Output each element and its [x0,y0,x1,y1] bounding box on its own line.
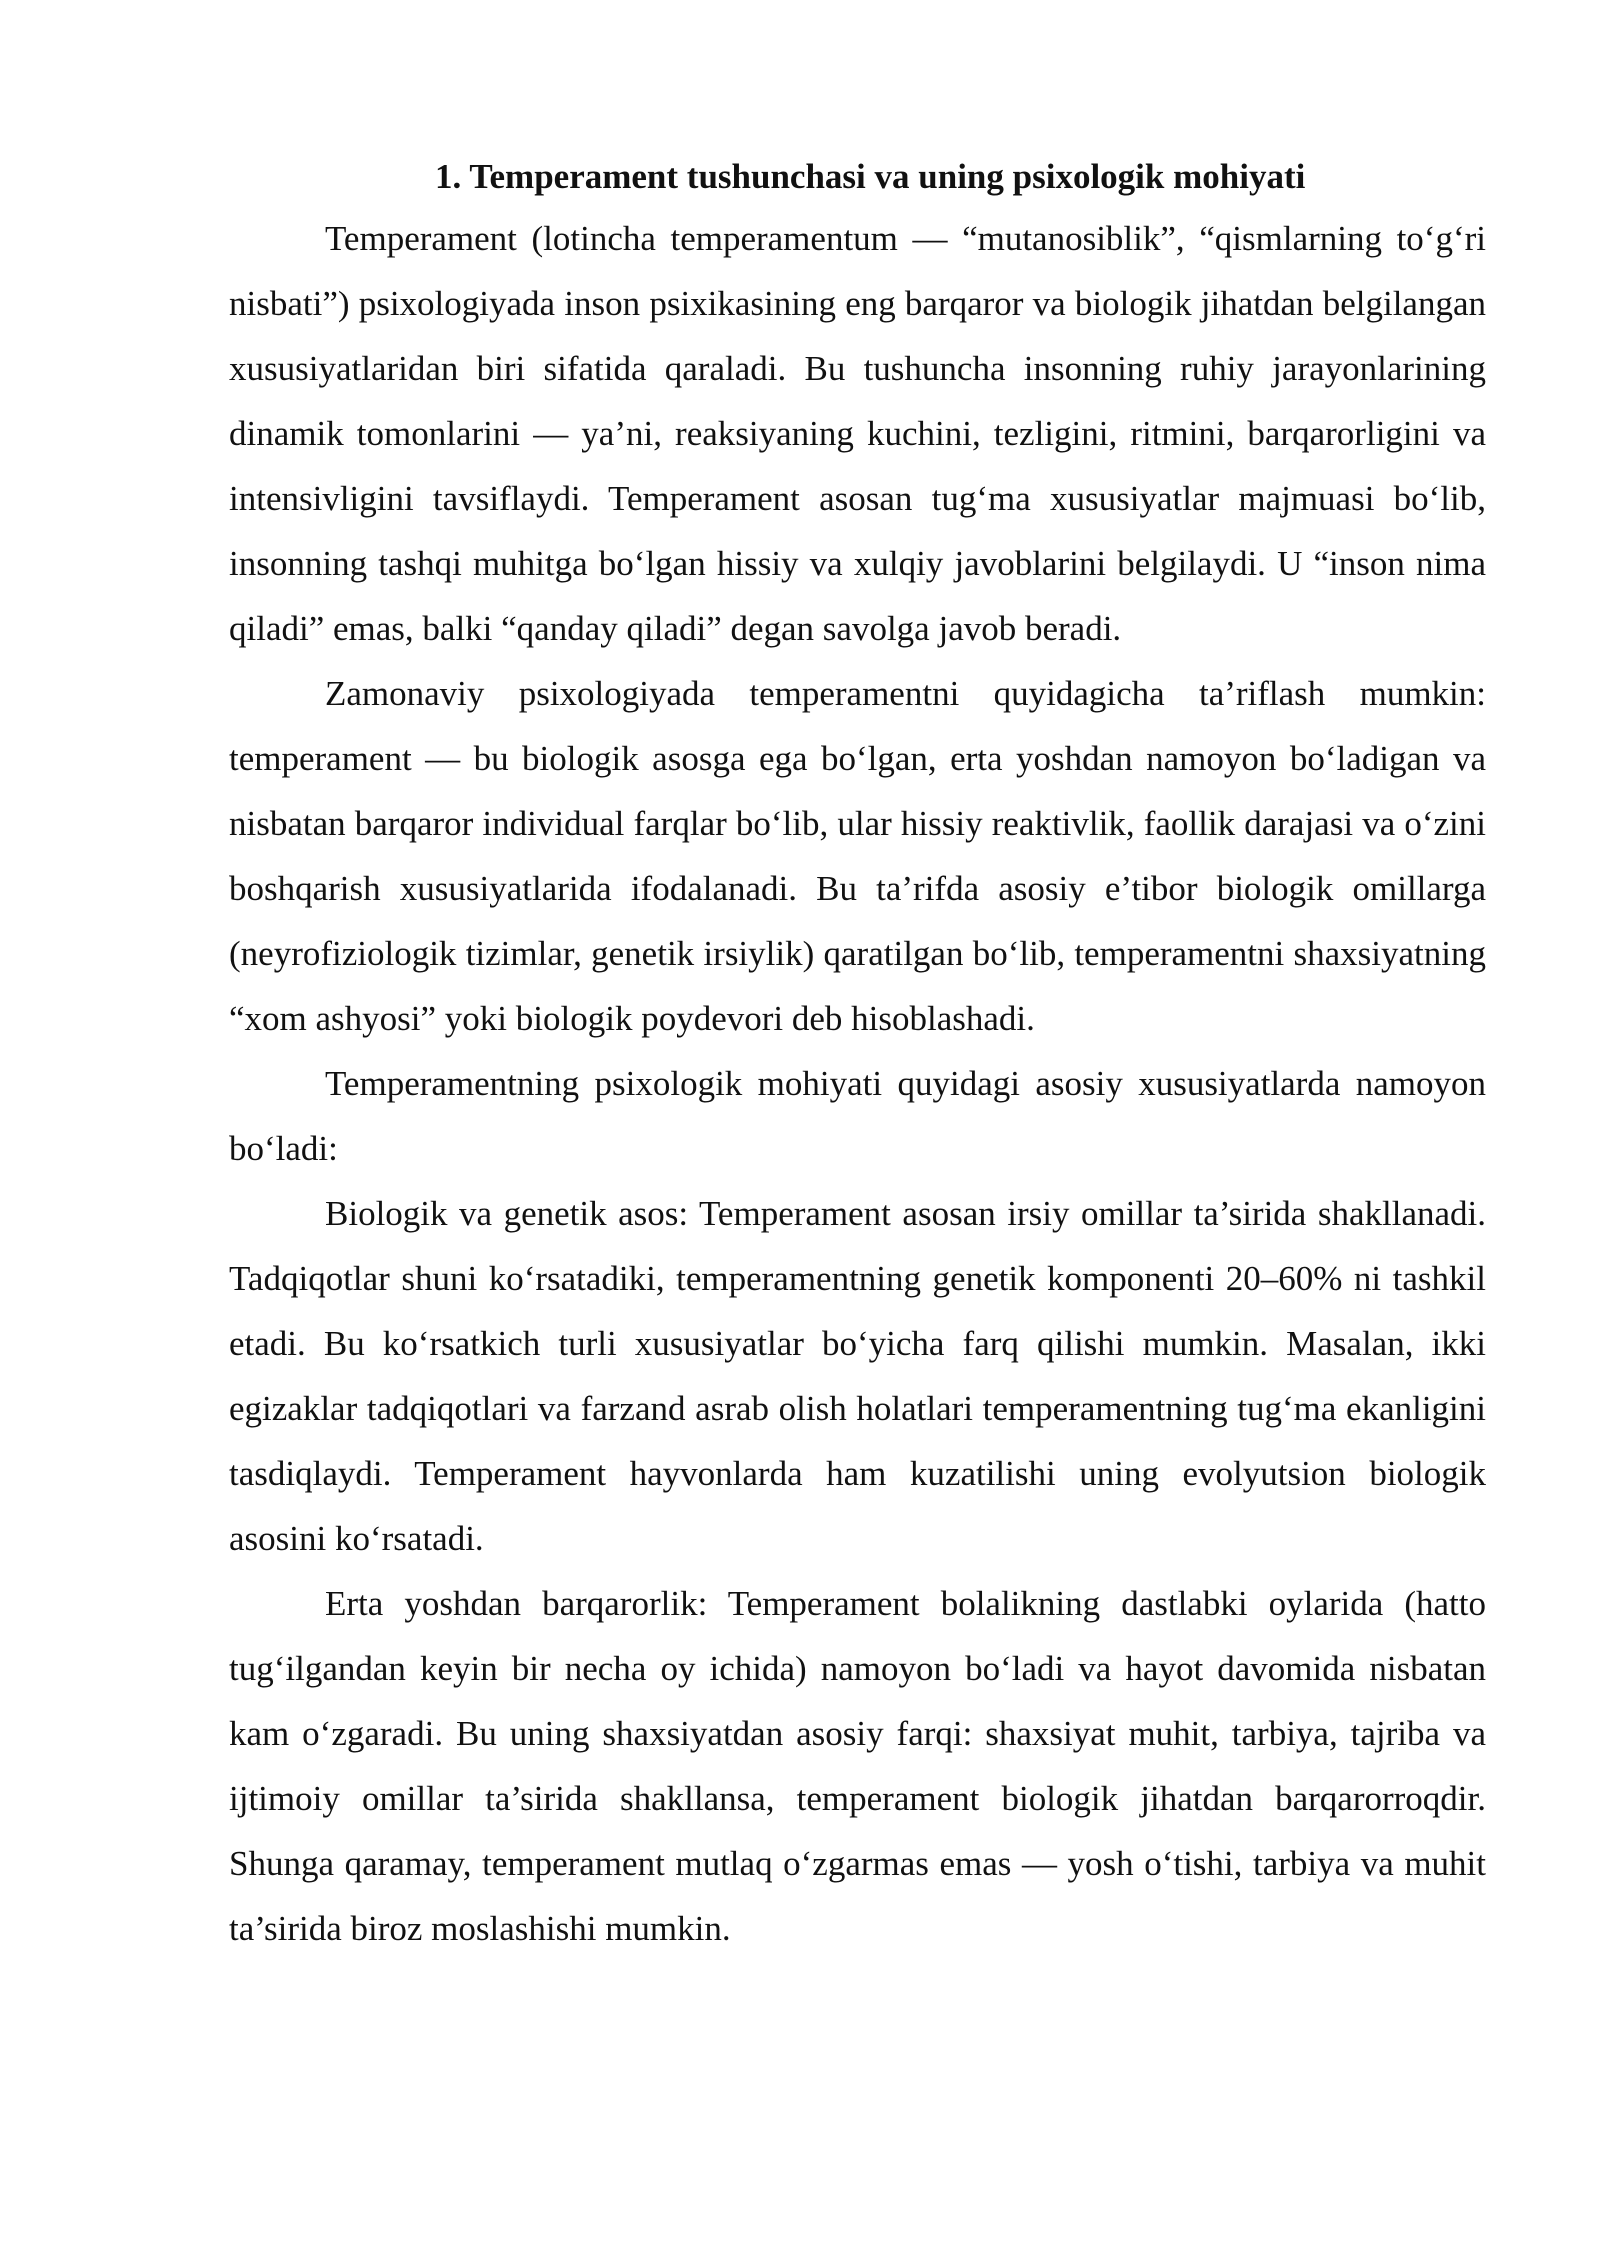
paragraph-definition: Temperament (lotincha temperamentum — “mutanosiblik”, “qismlarning to‘g‘ri nisbati”) psixologiyada inson psixikasining eng barqaror va biologik jihatdan belgilangan xususiyatlaridan biri sifatida qaraladi. Bu tushuncha insonning ruhiy jarayonlarining dinamik tomonlarini — ya’ni, reaksiyaning kuchini, tezligini, ritmini, barqarorligini va intensivligini tavsiflaydi. Temperament asosan tug‘ma xususiyatlar majmuasi bo‘lib, insonning tashqi muhitga bo‘lgan hissiy va xulqiy javoblarini belgilaydi. U “inson nima qiladi” emas, balki “qanday qiladi” degan savolga javob beradi. [229,219,1486,648]
section-heading: 1. Temperament tushunchasi va uning psixologik mohiyati [435,157,1306,196]
paragraph-modern-definition: Zamonaviy psixologiyada temperamentni quyidagicha ta’riflash mumkin: temperament — bu biologik asosga ega bo‘lgan, erta yoshdan namoyon bo‘ladigan va nisbatan barqaror individual farqlar bo‘lib, ular hissiy reaktivlik, faollik darajasi va o‘zini boshqarish xususiyatlarida ifodalanadi. Bu ta’rifda asosiy e’tibor biologik omillarga (neyrofiziologik tizimlar, genetik irsiylik) qaratilgan bo‘lib, temperamentni shaxsiyatning “xom ashyosi” yoki biologik poydevori deb hisoblashadi. [229,674,1486,1038]
page-content [229,148,1486,1961]
paragraph-essence-intro: Temperamentning psixologik mohiyati quyidagi asosiy xususiyatlarda namoyon bo‘ladi: [229,1064,1486,1168]
paragraph-biological-basis: Biologik va genetik asos: Temperament asosan irsiy omillar ta’sirida shakllanadi. Tadqiqotlar shuni ko‘rsatadiki, temperamentning genetik komponenti 20–60% ni tashkil etadi. Bu ko‘rsatkich turli xususiyatlar bo‘yicha farq qilishi mumkin. Masalan, ikki egizaklar tadqiqotlari va farzand asrab olish holatlari temperamentning tug‘ma ekanligini tasdiqlaydi. Temperament hayvonlarda ham kuzatilishi uning evolyutsion biologik asosini ko‘rsatadi. [229,1194,1486,1558]
paragraph-early-stability: Erta yoshdan barqarorlik: Temperament bolalikning dastlabki oylarida (hatto tug‘ilgandan keyin bir necha oy ichida) namoyon bo‘ladi va hayot davomida nisbatan kam o‘zgaradi. Bu uning shaxsiyatdan asosiy farqi: shaxsiyat muhit, tarbiya, tajriba va ijtimoiy omillar ta’sirida shakllansa, temperament biologik jihatdan barqarorroqdir. Shunga qaramay, temperament mutlaq o‘zgarmas emas — yosh o‘tishi, tarbiya va muhit ta’sirida biroz moslashishi mumkin. [229,1584,1486,1948]
